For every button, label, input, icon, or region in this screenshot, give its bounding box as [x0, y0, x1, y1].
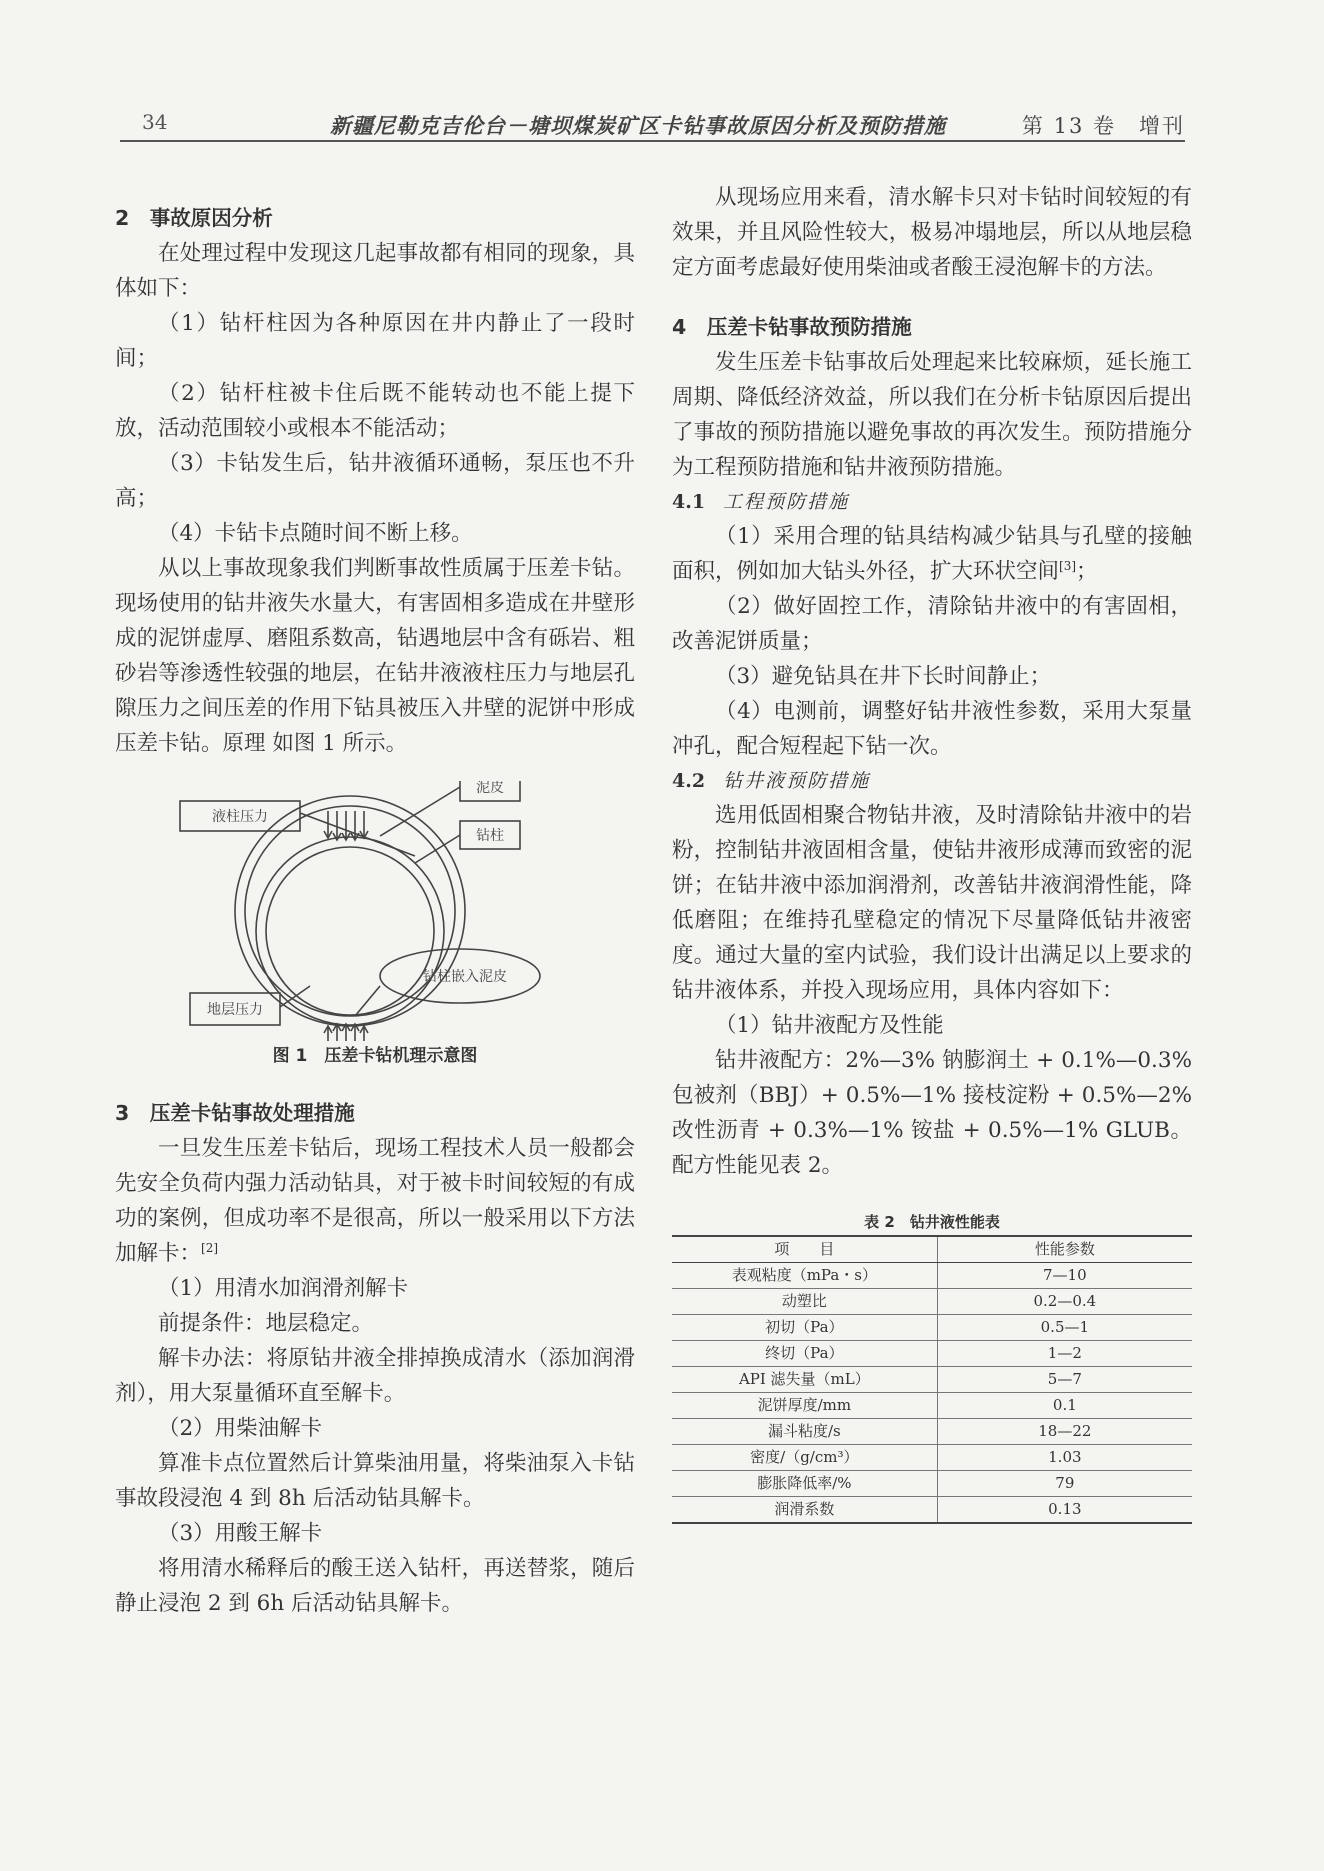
list-item: （3）避免钻具在井下长时间静止；	[715, 664, 1052, 689]
table-header-row	[672, 1236, 1192, 1263]
list-item: （1）钻杆柱因为各种原因在井内静止了一段时间；	[115, 311, 635, 371]
subsection-4-2-heading	[672, 764, 1192, 798]
drill-string-outer	[256, 837, 444, 1025]
paragraph: 选用低固相聚合物钻井液，及时清除钻井液中的岩粉，控制钻井液固相含量，使钻井液形成薄而致密的泥饼；在钻井液中添加润滑剂，改善钻井液润滑性能，降低磨阻；在维持孔壁稳定的情况下尽量降低钻井液密度。通过大量的室内试验，我们设计出满足以上要求的钻井液体系，并投入现场应用，具体内容如下：	[672, 803, 1192, 1003]
mechanism-diagram	[115, 781, 635, 1041]
figure-1-caption: 图 1 压差卡钻机理示意图	[272, 1046, 478, 1066]
table-cell: 终切（Pa）	[672, 1341, 937, 1367]
drill-string-inner	[266, 847, 434, 1015]
paragraph: 将用清水稀释后的酸王送入钻杆，再送替浆，随后静止浸泡 2 到 6h 后活动钻具解卡。	[115, 1556, 635, 1616]
table-cell: 密度/（g/cm³）	[672, 1445, 937, 1471]
table-cell: 7—10	[937, 1263, 1192, 1289]
table-row	[672, 1471, 1192, 1497]
list-item	[672, 519, 1192, 589]
running-header	[120, 100, 1185, 142]
running-title: 新疆尼勒克吉伦台－塘坝煤炭矿区卡钻事故原因分析及预防措施	[330, 113, 946, 138]
list-item: （4）卡钻卡点随时间不断上移。	[158, 521, 473, 546]
table-cell: 动塑比	[672, 1289, 937, 1315]
list-text-end: ；	[1076, 559, 1098, 584]
paragraph: 发生压差卡钻事故后处理起来比较麻烦，延长施工周期、降低经济效益，所以我们在分析卡钻原因后提出了事故的预防措施以避免事故的再次发生。预防措施分为工程预防措施和钻井液预防措施。	[672, 350, 1192, 480]
column-header: 性能参数	[937, 1236, 1192, 1263]
table-row	[672, 1341, 1192, 1367]
table-cell: 18—22	[937, 1419, 1192, 1445]
section-2-heading: 2 事故原因分析	[115, 206, 273, 230]
list-item: （1）钻井液配方及性能	[715, 1013, 944, 1038]
table-cell: 5—7	[937, 1367, 1192, 1393]
method-heading: （2）用柴油解卡	[158, 1416, 323, 1441]
subsection-title: 钻井液预防措施	[723, 770, 871, 792]
paragraph: 从现场应用来看，清水解卡只对卡钻时间较短的有效果，并且风险性较大，极易冲塌地层，所以从地层稳定方面考虑最好使用柴油或者酸王浸泡解卡的方法。	[672, 185, 1192, 280]
table-row	[672, 1367, 1192, 1393]
column-header: 项 目	[672, 1236, 937, 1263]
table-cell: 79	[937, 1471, 1192, 1497]
section-4-heading: 4 压差卡钻事故预防措施	[672, 315, 912, 339]
subsection-number: 4.1	[672, 491, 706, 513]
table-2	[672, 1235, 1192, 1524]
table-cell: 漏斗粘度/s	[672, 1419, 937, 1445]
list-item: （2）钻杆柱被卡住后既不能转动也不能上提下放，活动范围较小或根本不能活动；	[115, 381, 635, 441]
citation: [3]	[1059, 558, 1077, 573]
table-row	[672, 1445, 1192, 1471]
table-row	[672, 1315, 1192, 1341]
subsection-4-1-heading	[672, 485, 1192, 519]
paragraph: 算准卡点位置然后计算柴油用量，将柴油泵入卡钻事故段浸泡 4 到 8h 后活动钻具解卡。	[115, 1451, 635, 1511]
section-3-heading: 3 压差卡钻事故处理措施	[115, 1101, 355, 1125]
table-cell: 1—2	[937, 1341, 1192, 1367]
table-cell: 0.1	[937, 1393, 1192, 1419]
list-item: （2）做好固控工作，清除钻井液中的有害固相，改善泥饼质量；	[672, 594, 1192, 654]
subsection-number: 4.2	[672, 770, 706, 792]
label-drill-string: 钻柱	[476, 828, 504, 844]
table-row	[672, 1419, 1192, 1445]
list-item: （4）电测前，调整好钻井液性参数，采用大泵量冲孔，配合短程起下钻一次。	[672, 699, 1192, 759]
table-cell: 0.13	[937, 1497, 1192, 1524]
formation-pressure-arrows	[324, 1024, 368, 1041]
table-cell: 0.2—0.4	[937, 1289, 1192, 1315]
table-cell: 0.5—1	[937, 1315, 1192, 1341]
table-cell: 膨胀降低率/%	[672, 1471, 937, 1497]
table-row	[672, 1263, 1192, 1289]
subsection-title: 工程预防措施	[723, 491, 850, 513]
left-column	[115, 200, 635, 1621]
table-cell: 润滑系数	[672, 1497, 937, 1524]
paragraph: 在处理过程中发现这几起事故都有相同的现象，具体如下：	[115, 241, 635, 301]
table-cell: API 滤失量（mL）	[672, 1367, 937, 1393]
table-row	[672, 1289, 1192, 1315]
citation: [2]	[201, 1240, 219, 1255]
table-cell: 1.03	[937, 1445, 1192, 1471]
paragraph-text: 一旦发生压差卡钻后，现场工程技术人员一般都会先安全负荷内强力活动钻具，对于被卡时间较短的有成功的案例，但成功率不是很高，所以一般采用以下方法加解卡：	[115, 1136, 635, 1266]
table-cell: 初切（Pa）	[672, 1315, 937, 1341]
method-heading: （1）用清水加润滑剂解卡	[158, 1276, 409, 1301]
paragraph: 前提条件：地层稳定。	[158, 1311, 374, 1336]
list-item: （3）卡钻发生后，钻井液循环通畅，泵压也不升高；	[115, 451, 635, 511]
label-embed-mudcake: 钻柱嵌入泥皮	[423, 969, 507, 985]
paragraph	[115, 1131, 635, 1271]
list-text: （1）采用合理的钻具结构减少钻具与孔壁的接触面积，例如加大钻头外径，扩大环状空间	[672, 524, 1192, 584]
table-row	[672, 1393, 1192, 1419]
table-row	[672, 1497, 1192, 1524]
label-formation-pressure: 地层压力	[207, 1002, 263, 1018]
page-number: 34	[142, 110, 168, 134]
paragraph: 解卡办法：将原钻井液全排掉换成清水（添加润滑剂），用大泵量循环直至解卡。	[115, 1346, 635, 1406]
paragraph: 从以上事故现象我们判断事故性质属于压差卡钻。现场使用的钻井液失水量大，有害固相多造成在井壁形成的泥饼虚厚、磨阻系数高，钻遇地层中含有砾岩、粗砂岩等渗透性较强的地层，在钻井液液柱压力与地层孔隙压力之间压差的作用下钻具被压入井壁的泥饼中形成压差卡钻。原理 如图 1 所示。	[115, 556, 635, 756]
method-heading: （3）用酸王解卡	[158, 1521, 323, 1546]
formula-paragraph: 钻井液配方：2%—3% 钠膨润土 + 0.1%—0.3% 包被剂（BBJ）+ 0.5%—1% 接枝淀粉 + 0.5%—2% 改性沥青 + 0.3%—1% 铵盐 + 0.5%—1% GLUB。配方性能见表 2。	[672, 1048, 1192, 1178]
right-column	[672, 180, 1192, 1524]
label-mudcake: 泥皮	[476, 781, 504, 796]
volume-info: 第 13 卷 增刊	[1021, 114, 1185, 138]
table-cell: 表观粘度（mPa・s）	[672, 1263, 937, 1289]
figure-1	[115, 781, 635, 1041]
table-cell: 泥饼厚度/mm	[672, 1393, 937, 1419]
label-liquid-pressure: 液柱压力	[212, 809, 268, 825]
table-2-caption: 表 2 钻井液性能表	[864, 1213, 1000, 1231]
